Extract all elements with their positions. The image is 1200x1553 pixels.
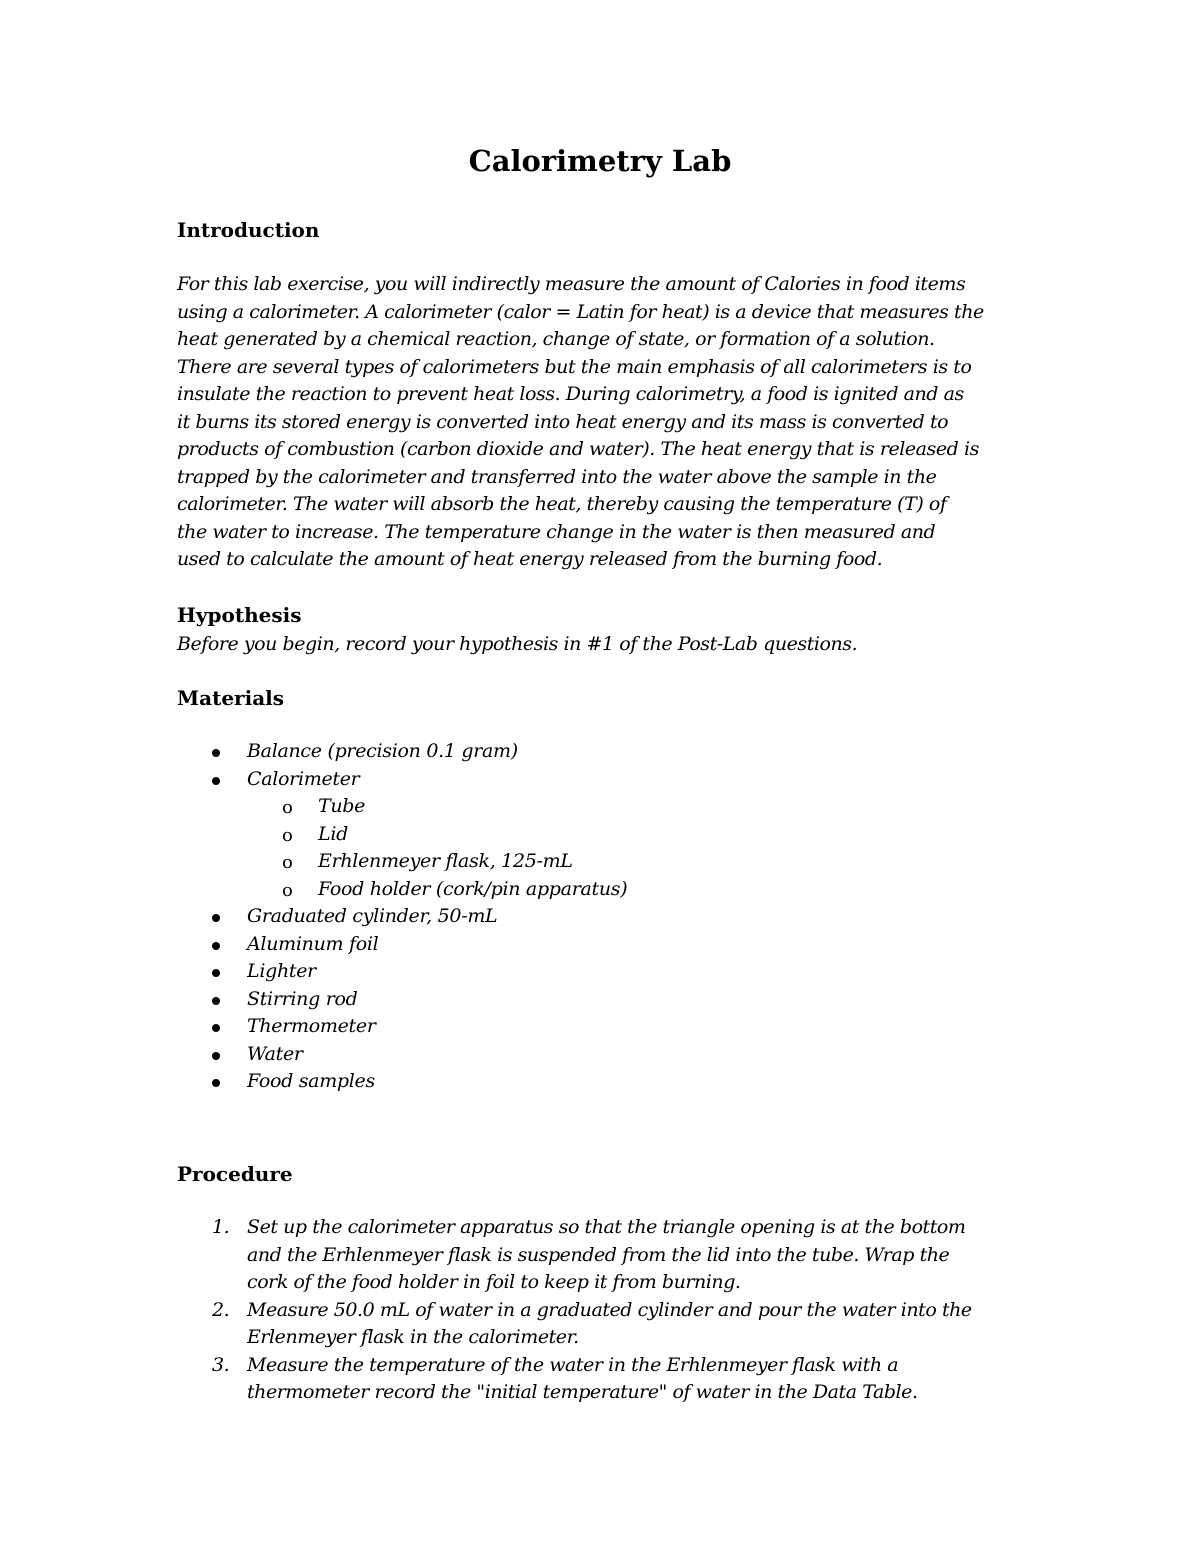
bullet-dot-icon [212,942,220,950]
paragraph-line: it burns its stored energy is converted into heat energy and its mass is converted to [177,410,949,433]
introduction-heading: Introduction [177,218,320,242]
step-line: Set up the calorimeter apparatus so that the triangle opening is at the bottom [247,1216,966,1238]
list-item: Graduated cylinder, 50-mL [0,903,900,931]
paragraph-line: For this lab exercise, you will indirectly measure the amount of Calories in food items [177,273,966,295]
step-line: Measure the temperature of the water in the Erhlenmeyer flask with a [247,1353,899,1376]
list-item: Aluminum foil [0,931,900,959]
sub-list-item: o Erhlenmeyer flask, 125-mL [282,850,573,873]
step-line: cork of the food holder in foil to keep it from burning. [247,1271,741,1293]
list-item: Lighter [0,958,900,986]
paragraph-line: products of combustion (carbon dioxide and water). The heat energy that is released is [177,438,979,460]
list-item: Food samples [0,1068,900,1096]
bullet-dot-icon [212,749,220,757]
step-line: Erlenmeyer flask in the calorimeter. [247,1326,579,1348]
procedure-heading: Procedure [177,1162,293,1186]
step-number: 2. [212,1298,230,1321]
list-item: Balance (precision 0.1 gram) [0,738,900,766]
paragraph-line: There are several types of calorimeters but the main emphasis of all calorimeters is to [177,355,972,378]
procedure-step [0,1297,1100,1352]
bullet-dot-icon [212,1024,220,1032]
page-title: Calorimetry Lab [468,144,732,178]
step-line: and the Erhlenmeyer flask is suspended from the lid into the tube. Wrap the [247,1243,950,1266]
paragraph-line: trapped by the calorimeter and transferred into the water above the sample in the [177,465,937,488]
list-item: Thermometer [0,1013,900,1041]
list-item: Stirring rod [0,986,900,1014]
materials-list [0,738,900,1096]
introduction-paragraph [177,271,1037,574]
bullet-dot-icon [212,997,220,1005]
hollow-circle-icon: o [282,797,293,818]
paragraph-line: the water to increase. The temperature change in the water is then measured and [177,520,936,543]
procedure-step [0,1352,1100,1407]
bullet-dot-icon [212,914,220,922]
list-item: Water [0,1041,900,1069]
hypothesis-text: Before you begin, record your hypothesis in #1 of the Post-Lab questions. [177,633,858,655]
hollow-circle-icon: o [282,852,293,873]
procedure-step [0,1214,1100,1297]
bullet-dot-icon [212,1052,220,1060]
paragraph-line: used to calculate the amount of heat energy released from the burning food. [177,548,883,570]
bullet-dot-icon [212,1079,220,1087]
paragraph-line: insulate the reaction to prevent heat loss. During calorimetry, a food is ignited and as [177,383,964,405]
bullet-dot-icon [212,777,220,785]
bullet-dot-icon [212,969,220,977]
hollow-circle-icon: o [282,824,293,846]
materials-heading: Materials [177,686,285,710]
sub-list-item: o Tube [282,795,366,818]
step-number: 3. [212,1353,230,1376]
sub-list-item: o Food holder (cork/pin apparatus) [282,877,628,901]
step-line: Measure 50.0 mL of water in a graduated cylinder and pour the water into the [247,1298,972,1321]
hypothesis-heading: Hypothesis [177,603,302,627]
paragraph-line: using a calorimeter. A calorimeter (calor = Latin for heat) is a device that measures the [177,300,984,323]
paragraph-line: heat generated by a chemical reaction, change of state, or formation of a solution. [177,328,935,350]
hollow-circle-icon: o [282,879,293,901]
procedure-list [0,1214,1100,1407]
paragraph-line: calorimeter. The water will absorb the heat, thereby causing the temperature (T) of [177,493,947,515]
step-line: thermometer record the "initial temperature" of water in the Data Table. [247,1381,918,1403]
step-number: 1. [212,1216,230,1238]
list-item: Calorimeter [0,766,900,794]
sub-list-item: o Lid [282,822,348,846]
